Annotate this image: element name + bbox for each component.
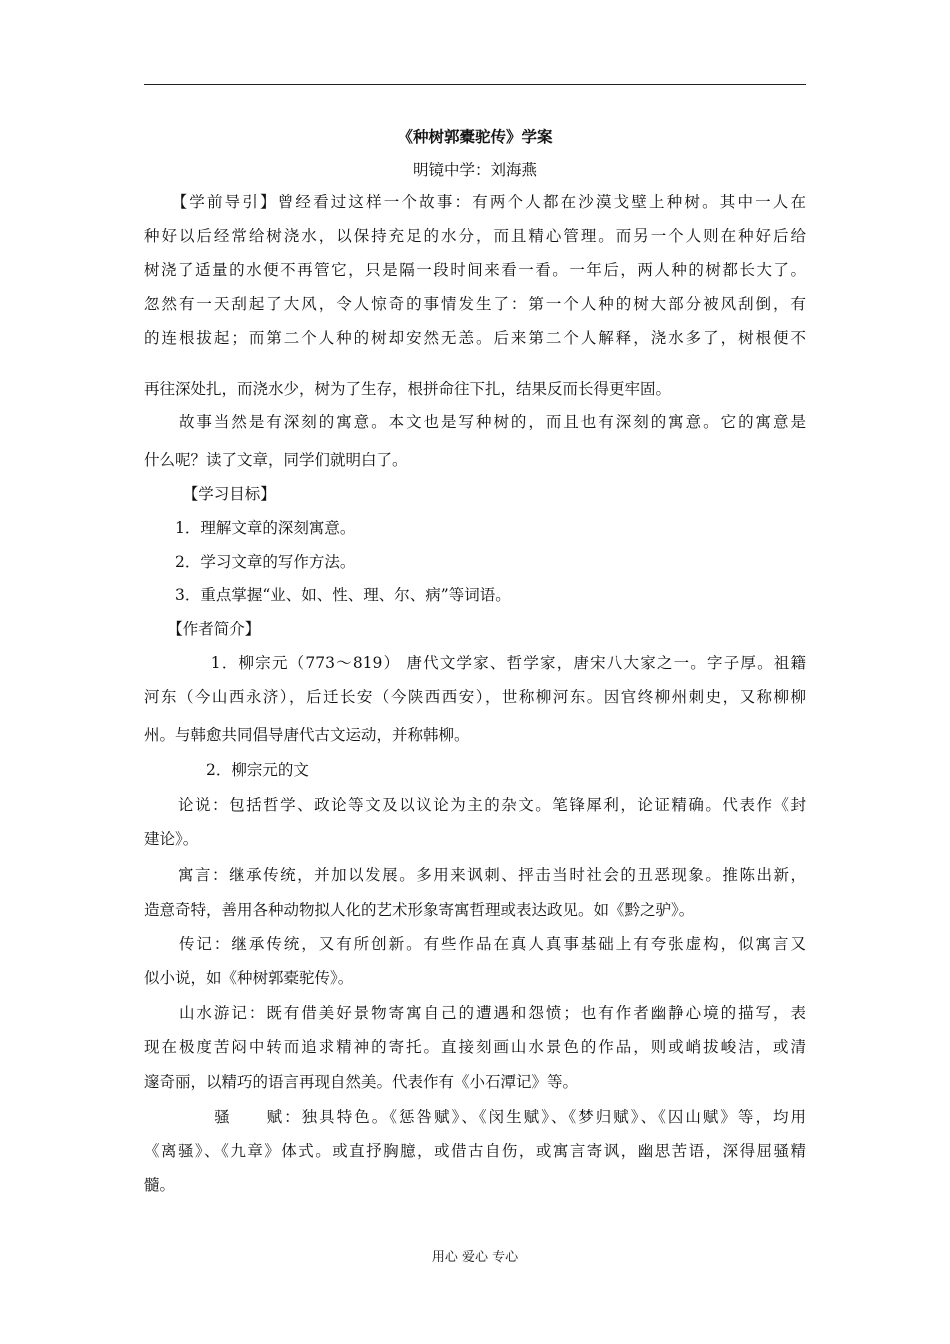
body-line: 山水游记：既有借美好景物寄寓自己的遭遇和怨愤；也有作者幽静心境的描写，表 <box>144 1004 806 1022</box>
body-line: 树浇了适量的水便不再管它，只是隔一段时间来看一看。一年后，两人种的树都长大了。 <box>144 261 806 279</box>
body-line: 髓。 <box>144 1176 176 1194</box>
body-line: 什么呢？读了文章，同学们就明白了。 <box>144 451 408 469</box>
objective-item: 1．理解文章的深刻寓意。 <box>144 519 356 537</box>
body-line: 州。与韩愈共同倡导唐代古文运动，并称韩柳。 <box>144 726 470 744</box>
body-line: 种好以后经常给树浇水，以保持充足的水分，而且精心管理。而另一个人则在种好后给 <box>144 227 806 245</box>
body-line: 邃奇丽，以精巧的语言再现自然美。代表作有《小石潭记》等。 <box>144 1073 579 1091</box>
document-author: 明镜中学：刘海燕 <box>412 161 537 179</box>
top-rule <box>144 84 806 85</box>
body-line: 论说：包括哲学、政论等文及以议论为主的杂文。笔锋犀利，论证精确。代表作《封 <box>144 796 806 814</box>
body-line: 似小说，如《种树郭橐驼传》。 <box>144 969 354 987</box>
page-footer: 用心 爱心 专心 <box>431 1250 519 1265</box>
body-line: 1．柳宗元（773～819） 唐代文学家、哲学家，唐宋八大家之一。字子厚。祖籍 <box>144 654 806 672</box>
body-line: 骚 赋：独具特色。《惩咎赋》、《闵生赋》、《梦归赋》、《囚山赋》等，均用 <box>144 1108 806 1126</box>
body-line: 再往深处扎，而浇水少，树为了生存，根拼命往下扎，结果反而长得更牢固。 <box>144 380 672 398</box>
body-line: 《离骚》、《九章》体式。或直抒胸臆，或借古自伤，或寓言寄讽，幽思苦语，深得屈骚精 <box>144 1142 806 1160</box>
body-line: 现在极度苦闷中转而追求精神的寄托。直接刻画山水景色的作品，则或峭拔峻洁，或清 <box>144 1038 806 1056</box>
body-line: 故事当然是有深刻的寓意。本文也是写种树的，而且也有深刻的寓意。它的寓意是 <box>144 413 806 431</box>
document-title: 《种树郭橐驼传》学案 <box>397 127 553 146</box>
body-line: 2．柳宗元的文 <box>144 761 309 779</box>
body-line: 河东（今山西永济），后迁长安（今陕西西安），世称柳河东。因官终柳州刺史，又称柳柳 <box>144 688 806 706</box>
body-line: 建论》。 <box>144 830 199 848</box>
body-line: 寓言：继承传统，并加以发展。多用来讽刺、抨击当时社会的丑恶现象。推陈出新， <box>144 866 806 884</box>
section-heading: 【学习目标】 <box>144 485 276 503</box>
body-line: 【学前导引】曾经看过这样一个故事：有两个人都在沙漠戈壁上种树。其中一人在 <box>144 193 806 211</box>
body-line: 造意奇特，善用各种动物拟人化的艺术形象寄寓哲理或表达政见。如《黔之驴》。 <box>144 901 695 919</box>
objective-item: 2．学习文章的写作方法。 <box>144 553 356 571</box>
objective-item: 3．重点掌握“业、如、性、理、尔、病”等词语。 <box>144 586 511 604</box>
body-line: 传记：继承传统，又有所创新。有些作品在真人真事基础上有夸张虚构，似寓言又 <box>144 935 806 953</box>
section-heading: 【作者简介】 <box>144 620 261 638</box>
body-line: 忽然有一天刮起了大风，令人惊奇的事情发生了：第一个人种的树大部分被风刮倒，有 <box>144 295 806 313</box>
body-line: 的连根拔起；而第二个人种的树却安然无恙。后来第二个人解释，浇水多了，树根便不 <box>144 329 806 347</box>
